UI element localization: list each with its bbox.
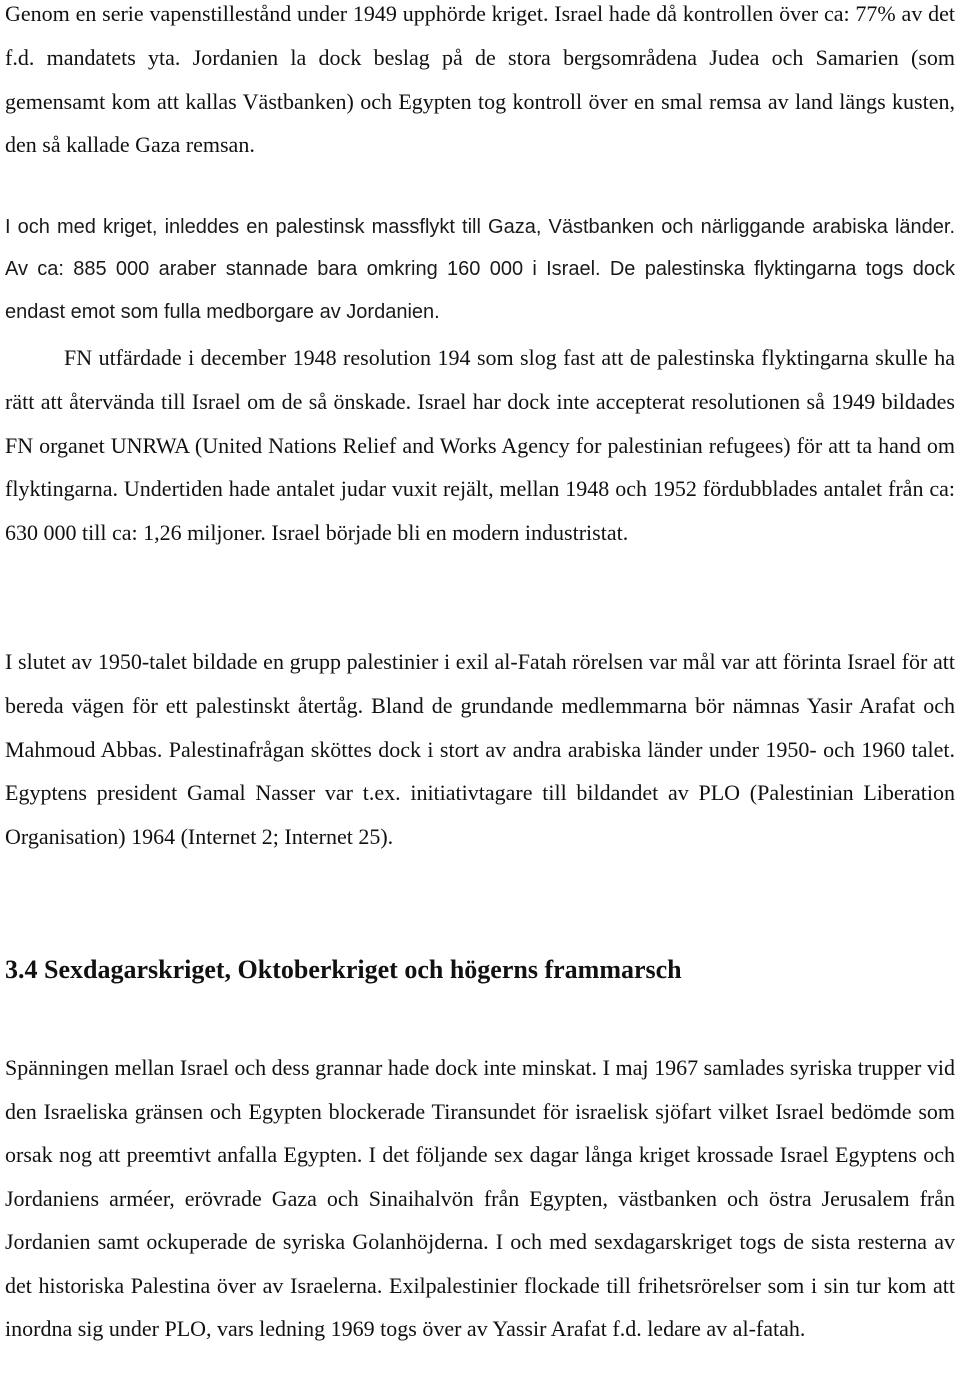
paragraph-refugees: I och med kriget, inleddes en palestinsk massflykt till Gaza, Västbanken och närliggande arabiska länder. Av ca: 885 000 araber stannade bara omkring 160 000 i Israel. De palestinska flyktingarna togs dock endast emot som fulla medborgare av Jordanien. bbox=[5, 216, 955, 323]
paragraph-un-resolution: FN utfärdade i december 1948 resolution 194 som slog fast att de palestinska flyktingarna skulle ha rätt att återvända till Israel om de så önskade. Israel har dock inte accepterat resolutionen så 1949 bildades FN organet UNRWA (United Nations Relief and Works Agency for palestinian refugees) för att ta hand om flyktingarna. Undertiden hade antalet judar vuxit rejält, mellan 1948 och 1952 fördubblades antalet från ca: 630 000 till ca: 1,26 miljoner. Israel började bli en modern industristat. bbox=[5, 345, 955, 546]
section-heading: 3.4 Sexdagarskriget, Oktoberkriget och högerns frammarsch bbox=[5, 955, 682, 984]
paragraph-six-day-war: Spänningen mellan Israel och dess grannar hade dock inte minskat. I maj 1967 samlades syriska trupper vid den Israeliska gränsen och Egypten blockerade Tiransundet för israelisk sjöfart vilket Israel bedömde som orsak nog att preemtivt anfalla Egypten. I det följande sex dagar långa kriget krossade Israel Egyptens och Jordaniens arméer, erövrade Gaza och Sinaihalvön från Egypten, västbanken och östra Jerusalem från Jordanien samt ockuperade de syriska Golanhöjderna. I och med sexdagarskriget togs de sista resterna av det historiska Palestina över av Israelerna. Exilpalestinier flockade till frihetsrörelser som i sin tur kom att inordna sig under PLO, vars ledning 1969 togs över av Yassir Arafat f.d. ledare av al-fatah. bbox=[5, 1055, 955, 1341]
paragraph-al-fatah: I slutet av 1950-talet bildade en grupp palestinier i exil al-Fatah rörelsen var mål var att förinta Israel för att bereda vägen för ett palestinskt återtåg. Bland de grundande medlemmarna bör nämnas Yasir Arafat och Mahmoud Abbas. Palestinafrågan sköttes dock i stort av andra arabiska länder under 1950- och 1960 talet. Egyptens president Gamal Nasser var t.ex. initiativtagare till bildandet av PLO (Palestinian Liberation Organisation) 1964 (Internet 2; Internet 25). bbox=[5, 649, 955, 850]
paragraph-armistice: Genom en serie vapenstillestånd under 1949 upphörde kriget. Israel hade då kontrollen över ca: 77% av det f.d. mandatets yta. Jordanien la dock beslag på de stora bergsområdena Judea och Samarien (som gemensamt kom att kallas Västbanken) och Egypten tog kontroll över en smal remsa av land längs kusten, den så kallade Gaza remsan. bbox=[5, 1, 955, 158]
